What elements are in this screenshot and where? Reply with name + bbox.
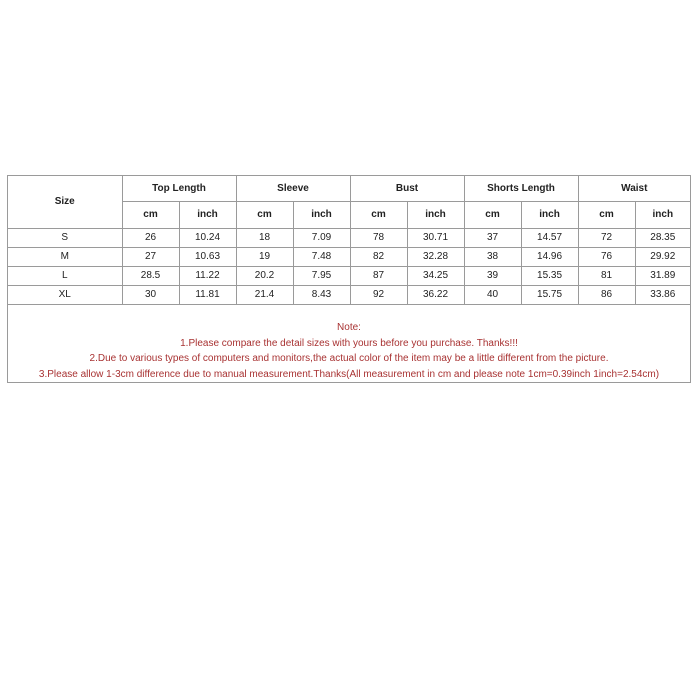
unit-label: cm [371, 209, 386, 220]
table-row [8, 229, 690, 248]
table-cell: 87 [350, 267, 407, 286]
table-cell: 10.24 [179, 229, 236, 248]
note-line: 1.Please compare the detail sizes with yours before you purchase. Thanks!!! [180, 337, 518, 349]
table-cell: 15.75 [521, 286, 578, 305]
unit-header [179, 202, 236, 229]
table-row [8, 286, 690, 305]
table-cell: 11.81 [179, 286, 236, 305]
unit-label: inch [311, 209, 332, 220]
table-cell: 18 [236, 229, 293, 248]
table-cell: 37 [464, 229, 521, 248]
table-cell: 15.35 [521, 267, 578, 286]
table-cell: 33.86 [635, 286, 690, 305]
table-cell: 7.95 [293, 267, 350, 286]
note-line: 3.Please allow 1-3cm difference due to manual measurement.Thanks(All measurement in cm and please note 1cm=0.39inch 1inch=2.54cm) [38, 368, 660, 380]
unit-label: inch [652, 209, 674, 220]
group-label: Waist [621, 182, 648, 194]
table-cell: 14.96 [521, 248, 578, 267]
note-line: 2.Due to various types of computers and monitors,the actual color of the item may be a little different from the picture. [89, 353, 609, 364]
table-cell: 30.71 [407, 229, 464, 248]
table-cell: 14.57 [521, 229, 578, 248]
table-cell: 30 [122, 286, 179, 305]
size-cell: S [8, 229, 122, 248]
table-cell: 32.28 [407, 248, 464, 267]
unit-header [578, 202, 635, 229]
table-cell: 19 [236, 248, 293, 267]
unit-label: inch [425, 209, 446, 220]
table-cell: 26 [122, 229, 179, 248]
unit-label: inch [539, 209, 560, 220]
group-header-top-length [122, 176, 236, 202]
unit-header [350, 202, 407, 229]
notes-section [8, 320, 690, 382]
group-header-sleeve [236, 176, 350, 202]
size-header-cell [8, 176, 122, 229]
table-cell: 34.25 [407, 267, 464, 286]
size-table [8, 176, 690, 305]
group-label: Shorts Length [487, 182, 555, 194]
table-cell: 31.89 [635, 267, 690, 286]
table-cell: 28.5 [122, 267, 179, 286]
unit-header [521, 202, 578, 229]
group-label: Sleeve [277, 182, 309, 194]
table-cell: 8.43 [293, 286, 350, 305]
table-cell: 39 [464, 267, 521, 286]
table-cell: 40 [464, 286, 521, 305]
size-chart [7, 175, 691, 383]
unit-header [122, 202, 179, 229]
table-cell: 38 [464, 248, 521, 267]
table-cell: 29.92 [635, 248, 690, 267]
unit-header [464, 202, 521, 229]
unit-header [635, 202, 690, 229]
table-cell: 10.63 [179, 248, 236, 267]
unit-label: cm [599, 209, 614, 220]
table-cell: 7.48 [293, 248, 350, 267]
table-cell: 20.2 [236, 267, 293, 286]
table-row [8, 267, 690, 286]
size-cell: L [8, 267, 122, 286]
group-header-shorts-length [464, 176, 578, 202]
unit-header [236, 202, 293, 229]
table-cell: 92 [350, 286, 407, 305]
table-cell: 81 [578, 267, 635, 286]
unit-label: cm [485, 209, 500, 220]
size-cell: XL [8, 286, 122, 305]
table-cell: 78 [350, 229, 407, 248]
table-cell: 27 [122, 248, 179, 267]
note-title: Note: [337, 322, 361, 333]
size-header: Size [54, 196, 75, 207]
table-cell: 76 [578, 248, 635, 267]
group-header-waist [578, 176, 690, 202]
unit-label: cm [257, 209, 272, 220]
unit-label: cm [143, 209, 158, 220]
group-label: Top Length [152, 182, 206, 194]
table-cell: 86 [578, 286, 635, 305]
table-cell: 82 [350, 248, 407, 267]
group-label: Bust [395, 182, 419, 194]
group-header-bust [350, 176, 464, 202]
table-cell: 72 [578, 229, 635, 248]
unit-header [407, 202, 464, 229]
table-cell: 21.4 [236, 286, 293, 305]
table-cell: 28.35 [635, 229, 690, 248]
table-row [8, 248, 690, 267]
table-cell: 11.22 [179, 267, 236, 286]
unit-header [293, 202, 350, 229]
size-cell: M [8, 248, 122, 267]
header-row-groups [8, 176, 690, 202]
table-cell: 7.09 [293, 229, 350, 248]
table-cell: 36.22 [407, 286, 464, 305]
unit-label: inch [197, 209, 218, 220]
